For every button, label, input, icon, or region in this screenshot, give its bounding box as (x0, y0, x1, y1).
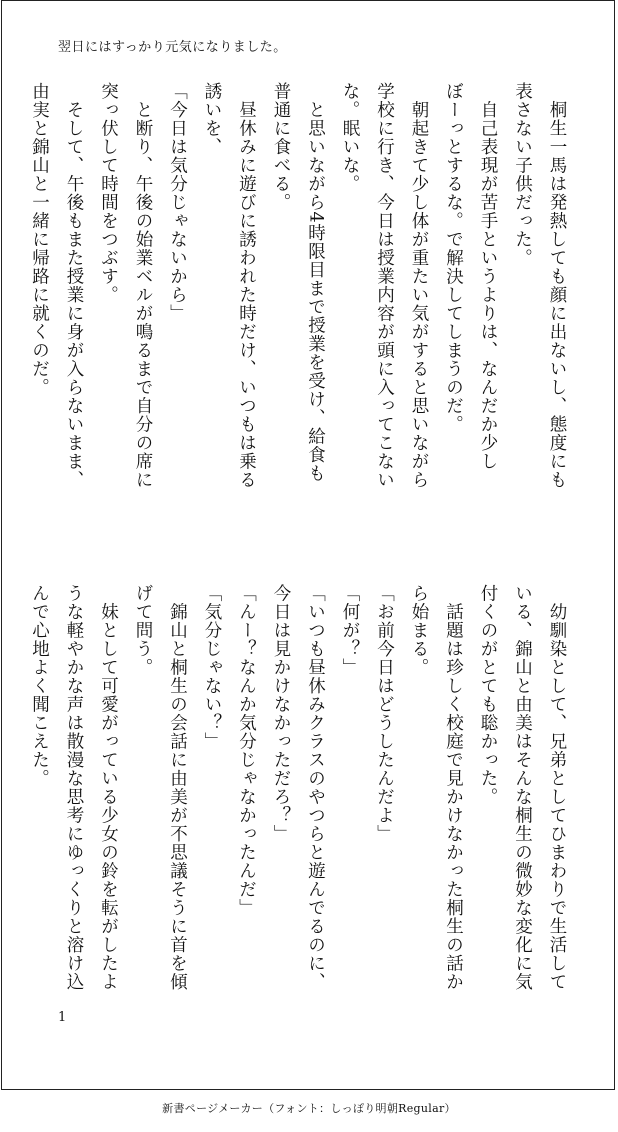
page-number: 1 (58, 1010, 67, 1025)
text-block-top (29, 82, 574, 512)
text-line: 「何が？」 (340, 584, 360, 677)
text-line: 普通に食べる。 (271, 82, 291, 212)
text-line: 学校に行き、今日は授業内容が頭に入ってこない (374, 82, 395, 489)
text-line: 話題は珍しく校庭で見かけなかった桐生の話か (443, 584, 464, 991)
text-line: 自己表現が苦手というよりは、なんだか少し (478, 82, 498, 471)
text-line: と思いながら4時限目まで授業を受け、給食も (305, 82, 326, 483)
text-line: 「気分じゃない？」 (202, 584, 222, 751)
text-line: 朝起きて少し体が重たい気がすると思いながら (409, 82, 429, 489)
footer-credit: 新書ページメーカー（フォント：しっぽり明朝Regular） (162, 1102, 456, 1115)
text-line: うな軽やかな声は散漫な思考にゆっくりと溶け込 (64, 584, 84, 991)
text-line: な。眠いな。 (340, 82, 360, 193)
text-line: 「今日は気分じゃないから」 (167, 82, 188, 323)
text-line: ら始まる。 (409, 584, 429, 677)
text-line: 錦山と桐生の会話に由美が不思議そうに首を傾 (167, 584, 188, 991)
text-line: そして、午後もまた授業に身が入らないまま、 (64, 82, 84, 489)
text-line: ぼーっとするな。で解決してしまうのだ。 (443, 82, 464, 434)
text-line: 由実と錦山と一緒に帰路に就くのだ。 (29, 82, 50, 397)
page-header: 翌日にはすっかり元気になりました。 (58, 40, 287, 55)
text-line: げて問う。 (133, 584, 153, 677)
text-line: 「いつも昼休みクラスのやつらと遊んでるのに、 (305, 584, 326, 991)
text-line: 誘いを、 (202, 82, 222, 156)
text-line: いる、錦山と由美はそんな桐生の微妙な変化に気 (512, 584, 533, 991)
text-line: 妹として可愛がっている少女の鈴を転がしたよ (98, 584, 119, 991)
text-line: と断り、午後の始業ベルが鳴るまで自分の席に (133, 82, 153, 489)
text-line: んで心地よく聞こえた。 (29, 584, 50, 788)
text-line: 「お前今日はどうしたんだよ」 (374, 584, 395, 843)
text-line: 桐生一馬は発熱しても顔に出ないし、態度にも (547, 82, 567, 489)
text-line: 表さない子供だった。 (512, 82, 533, 267)
text-line: 今日は見かけなかっただろ？」 (271, 584, 291, 843)
text-line: 幼馴染として、兄弟としてひまわりで生活して (547, 584, 567, 991)
text-line: 突っ伏して時間をつぶす。 (98, 82, 119, 304)
text-line: 付くのがとても聡かった。 (478, 584, 498, 806)
text-line: 「んー？なんか気分じゃなかったんだ」 (236, 584, 257, 917)
text-block-bottom (29, 584, 574, 1014)
text-line: 昼休みに遊びに誘われた時だけ、いつもは乗る (236, 82, 257, 489)
